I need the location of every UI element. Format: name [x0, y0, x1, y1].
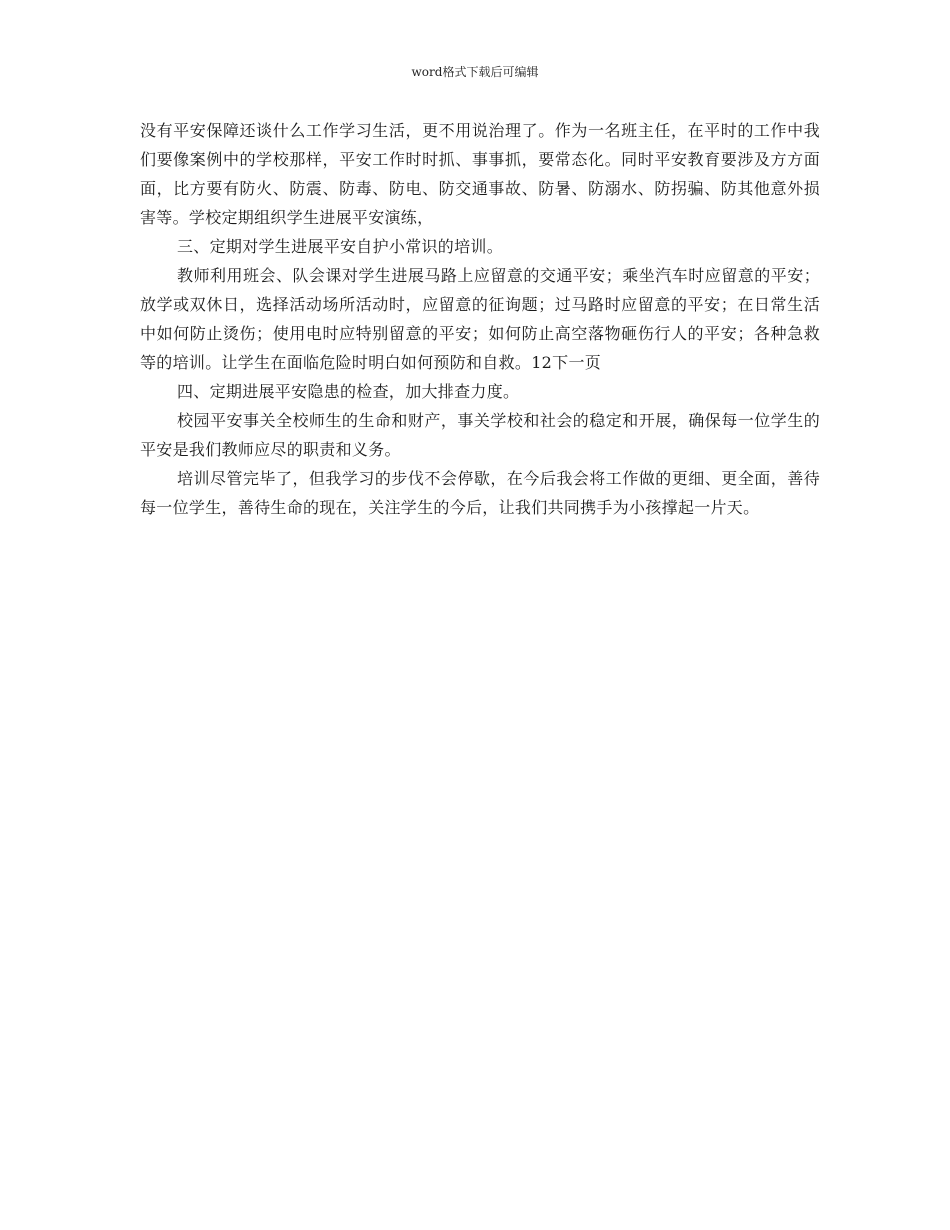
- page-header: word格式下载后可编辑: [411, 65, 539, 79]
- paragraph-safety-intro: 没有平安保障还谈什么工作学习生活，更不用说治理了。作为一名班主任，在平时的工作中我们要像案例中的学校那样，平安工作时时抓、事事抓，要常态化。同时平安教育要涉及方方面面，比方要有防火、防震、防毒、防电、防交通事故、防暑、防溺水、防拐骗、防其他意外损害等。学校定期组织学生进展平安演练，: [140, 121, 820, 227]
- paragraph-training-content: 教师利用班会、队会课对学生进展马路上应留意的交通平安；乘坐汽车时应留意的平安；放学或双休日，选择活动场所活动时，应留意的征询题；过马路时应留意的平安；在日常生活中如何防止烫伤；使用电时应特别留意的平安；如何防止高空落物砸伤行人的平安；各种急救等的培训。让学生在面临危险时明白如何预防和自救。12下一页: [140, 266, 820, 372]
- document-body: [140, 116, 820, 522]
- heading-section-three: 三、定期对学生进展平安自护小常识的培训。: [177, 237, 504, 256]
- paragraph-campus-safety: 校园平安事关全校师生的生命和财产，事关学校和社会的稳定和开展，确保每一位学生的平安是我们教师应尽的职责和义务。: [140, 411, 820, 459]
- paragraph-conclusion: 培训尽管完毕了，但我学习的步伐不会停歇，在今后我会将工作做的更细、更全面，善待每一位学生，善待生命的现在，关注学生的今后，让我们共同携手为小孩撑起一片天。: [140, 469, 820, 517]
- heading-section-four: 四、定期进展平安隐患的检查，加大排查力度。: [177, 382, 520, 401]
